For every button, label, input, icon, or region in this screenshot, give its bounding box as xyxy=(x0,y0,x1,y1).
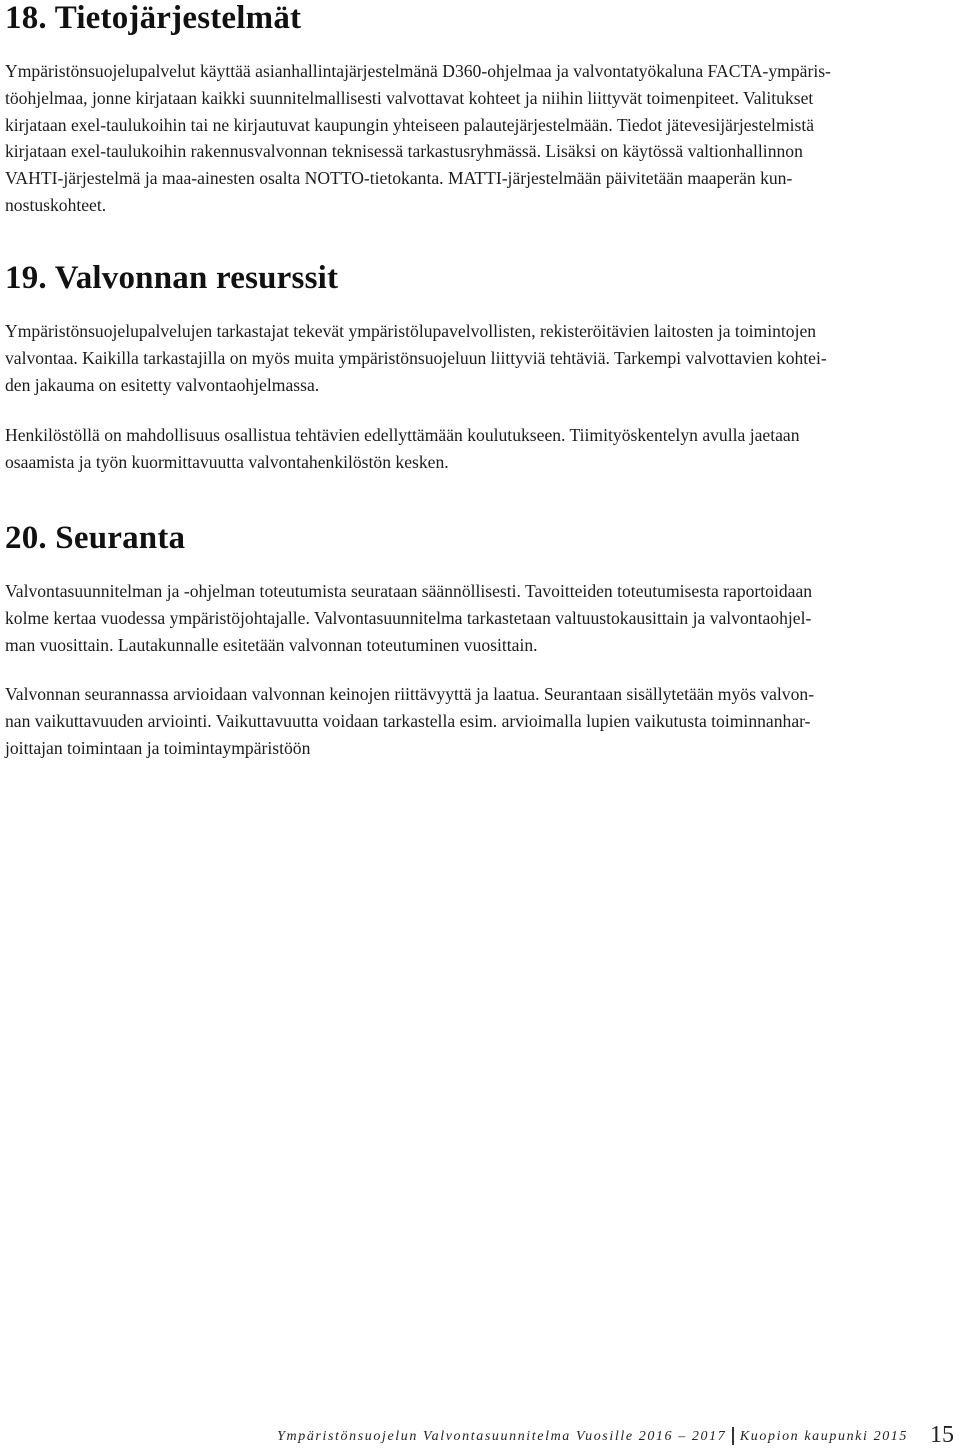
paragraph-line: nostuskohteet. xyxy=(5,194,107,215)
page-footer xyxy=(277,1418,954,1448)
paragraph-line: kolme kertaa vuodessa ympäristöjohtajalle. Valvontasuunnitelma tarkastetaan valtuustokausittain ja valvontaohjel- xyxy=(5,607,812,628)
section-heading-valvonnan-resurssit: 19. Valvonnan resurssit xyxy=(5,260,339,296)
paragraph-line: Ympäristönsuojelupalvelujen tarkastajat tekevät ympäristölupavelvollisten, rekisteröitävien laitosten ja toimintojen xyxy=(5,321,817,341)
paragraph-seuranta-2 xyxy=(5,681,957,761)
paragraph-tietojarjestelmat xyxy=(5,58,957,219)
footer-organization: Kuopion kaupunki 2015 xyxy=(739,1429,908,1444)
paragraph-line: kirjataan exel-taulukoihin rakennusvalvonnan teknisessä tarkastusryhmässä. Lisäksi on käytössä valtionhallinnon xyxy=(5,141,803,162)
paragraph-line: VAHTI-järjestelmä ja maa-ainesten osalta NOTTO-tietokanta. MATTI-järjestelmään päivitetään maaperän kun- xyxy=(5,168,793,189)
paragraph-line: kirjataan exel-taulukoihin tai ne kirjautuvat kaupungin yhteiseen palautejärjestelmään. Tiedot jätevesijärjestelmistä xyxy=(5,114,815,135)
paragraph-line: Valvonnan seurannassa arvioidaan valvonnan keinojen riittävyyttä ja laatua. Seurantaan sisällytetään myös valvon- xyxy=(5,684,815,704)
footer-document-title: Ympäristönsuojelun Valvontasuunnitelma Vuosille 2016 – 2017 xyxy=(277,1429,727,1444)
footer-divider xyxy=(732,1427,734,1445)
section-heading-seuranta: 20. Seuranta xyxy=(5,520,186,556)
paragraph-line: töohjelmaa, jonne kirjataan kaikki suunnitelmallisesti valvottavat kohteet ja niihin liittyvät toimenpiteet. Valitukset xyxy=(5,87,814,108)
paragraph-resurssit-1 xyxy=(5,318,957,398)
paragraph-line: osaamista ja työn kuormittavuutta valvontahenkilöstön kesken. xyxy=(5,451,449,472)
section-heading-tietojarjestelmat: 18. Tietojärjestelmät xyxy=(5,0,302,36)
paragraph-line: man vuosittain. Lautakunnalle esitetään valvonnan toteutuminen vuosittain. xyxy=(5,634,538,655)
paragraph-line: Ympäristönsuojelupalvelut käyttää asianhallintajärjestelmänä D360-ohjelmaa ja valvontatyökaluna FACTA-ympäris- xyxy=(5,61,831,81)
paragraph-line: Valvontasuunnitelman ja -ohjelman toteutumista seurataan säännöllisesti. Tavoitteiden toteutumisesta raportoidaan xyxy=(5,581,813,601)
page-number: 15 xyxy=(930,1422,954,1448)
paragraph-seuranta-1 xyxy=(5,578,957,658)
paragraph-line: nan vaikuttavuuden arviointi. Vaikuttavuutta voidaan tarkastella esim. arvioimalla lupien vaikutusta toiminnanhar- xyxy=(5,710,811,731)
paragraph-line: Henkilöstöllä on mahdollisuus osallistua tehtävien edellyttämään koulutukseen. Tiimityöskentelyn avulla jaetaan xyxy=(5,425,800,445)
paragraph-line: den jakauma on esitetty valvontaohjelmassa. xyxy=(5,374,320,395)
paragraph-resurssit-2 xyxy=(5,422,957,476)
paragraph-line: valvontaa. Kaikilla tarkastajilla on myös muita ympäristönsuojeluun liittyviä tehtäviä. Tarkempi valvottavien kohtei- xyxy=(5,347,827,368)
paragraph-line: joittajan toimintaan ja toimintaympäristöön xyxy=(5,737,311,758)
